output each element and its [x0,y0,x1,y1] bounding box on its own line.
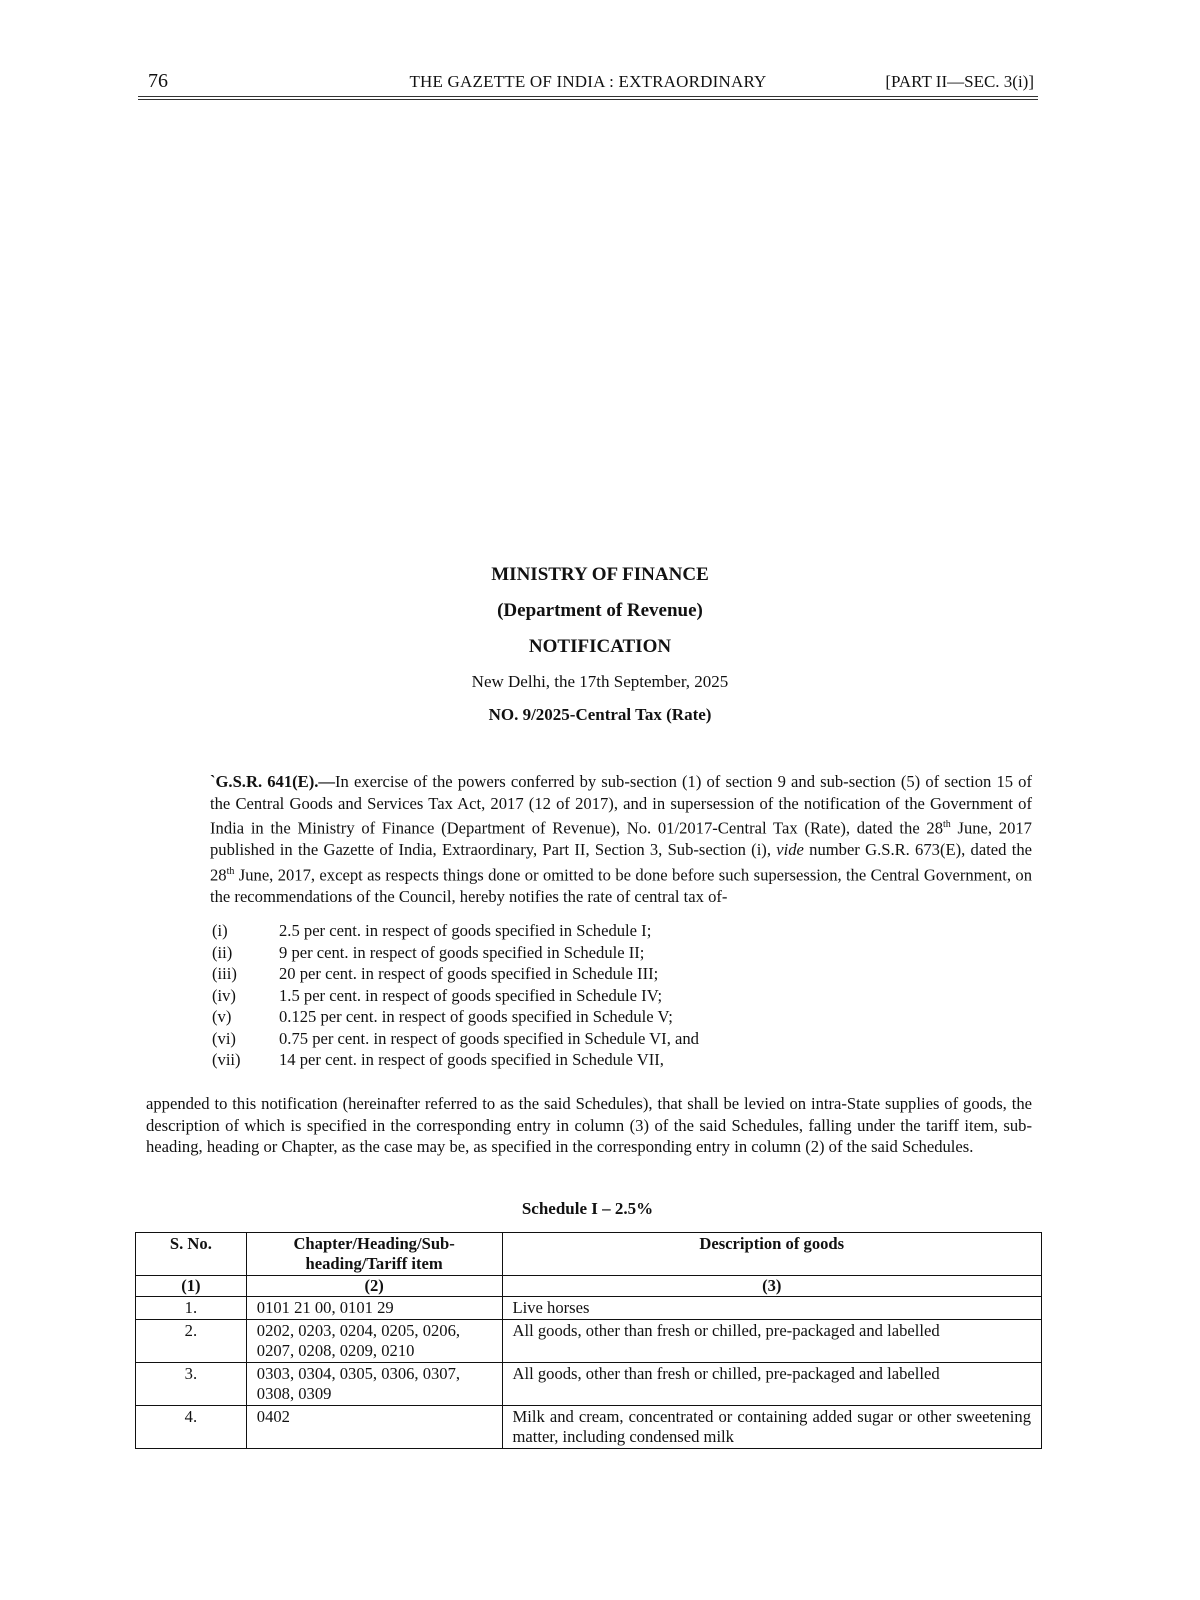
closing-paragraph [146,1093,1032,1158]
item-text: 9 per cent. in respect of goods specified in Schedule II; [279,942,645,962]
cell-sno: 1. [136,1297,247,1320]
cell-description: All goods, other than fresh or chilled, pre-packaged and labelled [502,1363,1042,1406]
schedule-title: Schedule I – 2.5% [521,1199,654,1218]
list-item [212,1049,699,1071]
header-description: Description of goods [502,1233,1042,1276]
paragraph-part: number G.S.R. 673(E), dated the 28 [210,840,1032,885]
superscript: th [226,865,235,877]
list-item [212,985,699,1007]
item-number: (ii) [212,942,233,962]
item-number: (vi) [212,1028,236,1048]
item-text: 20 per cent. in respect of goods specified in Schedule III; [279,964,659,983]
department-title: (Department of Revenue) [497,600,703,621]
rate-list [212,920,699,1071]
column-number: (2) [246,1276,502,1297]
column-number: (1) [136,1276,247,1297]
item-number: (i) [212,921,228,940]
notification-title: NOTIFICATION [528,636,672,657]
cell-description: Live horses [502,1297,1042,1320]
table-row [136,1406,1042,1449]
list-item [212,1028,699,1050]
gazette-title: THE GAZETTE OF INDIA : EXTRAORDINARY [409,72,767,91]
table-row [136,1320,1042,1363]
table-header-row [136,1233,1042,1276]
cell-sno: 2. [136,1320,247,1363]
item-number: (iii) [212,964,237,983]
item-number: (iv) [212,985,236,1005]
cell-sno: 3. [136,1363,247,1406]
item-text: 0.125 per cent. in respect of goods specified in Schedule V; [279,1007,673,1026]
column-number-row [136,1276,1042,1297]
paragraph-part: June, 2017, except as respects things done or omitted to be done before such supersession, the Central Government, on the recommendations of the Council, hereby notifies the rate of central tax of- [210,865,1032,906]
list-item [212,963,699,985]
cell-description: Milk and cream, concentrated or containing added sugar or other sweetening matter, including condensed milk [502,1406,1042,1449]
page-number: 76 [148,70,168,92]
ministry-title: MINISTRY OF FINANCE [491,564,709,585]
table-row [136,1363,1042,1406]
notification-body [146,771,1032,907]
page-header [138,66,1038,97]
superscript: th [943,819,951,830]
item-text: 2.5 per cent. in respect of goods specified in Schedule I; [279,921,652,940]
cell-description: All goods, other than fresh or chilled, pre-packaged and labelled [502,1320,1042,1363]
notification-number: NO. 9/2025-Central Tax (Rate) [488,705,712,724]
list-item [212,1006,699,1028]
cell-heading: 0101 21 00, 0101 29 [246,1297,502,1320]
column-number: (3) [502,1276,1042,1297]
em-dash: — [318,772,335,791]
list-item [212,920,699,942]
item-text: 1.5 per cent. in respect of goods specified in Schedule IV; [279,985,663,1005]
item-number: (v) [212,1007,232,1026]
schedule-table [135,1232,1042,1449]
main-paragraph [146,771,1032,907]
cell-heading: 0202, 0203, 0204, 0205, 0206, 0207, 0208, 0209, 0210 [246,1320,502,1363]
list-item [212,942,699,964]
gsr-number: `G.S.R. 641(E). [210,772,319,791]
item-number: (vii) [212,1050,241,1069]
cell-sno: 4. [136,1406,247,1449]
table-row [136,1297,1042,1320]
cell-heading: 0402 [246,1406,502,1449]
header-heading: Chapter/Heading/Sub-heading/Tariff item [246,1233,502,1276]
paragraph-part: In exercise of the powers conferred by sub-section (1) of section 9 and sub-section (5) of section 15 of the Central Goods and Services Tax Act, 2017 (12 of 2017), and in supersession of the notification of the Government of India in the Ministry of Finance (Department of Revenue), No. 01/2017-Central Tax (Rate), dated the 28 [210,772,1032,838]
notification-date: New Delhi, the 17th September, 2025 [471,672,729,691]
vide-italic: vide [776,840,804,860]
item-text: 0.75 per cent. in respect of goods specified in Schedule VI, and [279,1028,699,1048]
cell-heading: 0303, 0304, 0305, 0306, 0307, 0308, 0309 [246,1363,502,1406]
notification-heading [150,564,1050,725]
part-section: [PART II—SEC. 3(i)] [885,72,1034,91]
paragraph-part: June, 2017 published in the Gazette of India, Extraordinary, Part II, Section 3, Sub-section (i), [210,818,1032,860]
item-text: 14 per cent. in respect of goods specified in Schedule VII, [279,1050,664,1069]
header-sno: S. No. [136,1233,247,1276]
closing-text: appended to this notification (hereinafter referred to as the said Schedules), that shall be levied on intra-State supplies of goods, the description of which is specified in the corresponding entry in column (3) of the said Schedules, falling under the tariff item, sub-heading, heading or Chapter, as the case may be, as specified in the corresponding entry in column (2) of the said Schedules. [146,1094,1032,1156]
